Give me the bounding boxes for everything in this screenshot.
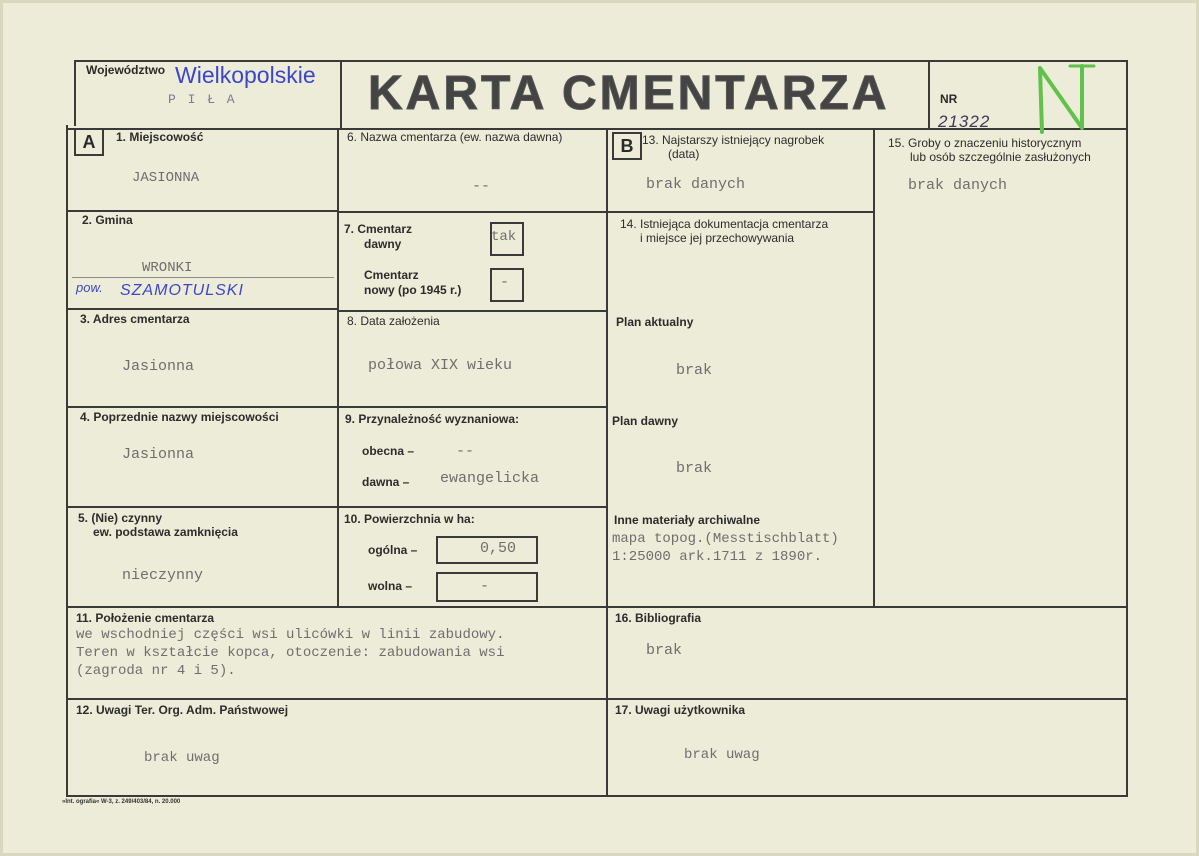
row-line-m2: [337, 310, 608, 312]
col-divider-c: [873, 128, 875, 608]
plan-current-label: Plan aktualny: [616, 315, 694, 329]
f13-value: brak danych: [646, 176, 746, 193]
f7-old-label: dawny: [364, 237, 402, 251]
f8-value: połowa XIX wieku: [368, 357, 513, 374]
f14-label-line2: i miejsce jej przechowywania: [640, 231, 795, 245]
f5-value: nieczynny: [122, 567, 204, 584]
f8-label: 8. Data założenia: [347, 314, 440, 328]
f6-label: 6. Nazwa cmentarza (ew. nazwa dawna): [347, 130, 563, 144]
f10-total-label: ogólna –: [368, 543, 418, 557]
f10-label: 10. Powierzchnia w ha:: [344, 512, 475, 526]
f12-value: brak uwag: [144, 750, 220, 766]
nr-value: 21322: [938, 112, 991, 131]
f7-new-label-line2: nowy (po 1945 r.): [364, 283, 462, 297]
archives-label: Inne materiały archiwalne: [614, 513, 761, 527]
f12-label: 12. Uwagi Ter. Org. Adm. Państwowej: [76, 703, 289, 717]
f10-free-value: -: [480, 578, 490, 595]
f9-current-value: --: [456, 443, 475, 460]
row-line-a1: [66, 210, 338, 212]
f10-total-value: 0,50: [480, 540, 517, 557]
section-b-badge: B: [612, 132, 642, 160]
f9-former-value: ewangelicka: [440, 470, 540, 487]
f11-line2: Teren w kształcie kopca, otoczenie: zabudowania wsi: [76, 645, 505, 661]
f4-value: Jasionna: [122, 446, 195, 463]
f9-label: 9. Przynależność wyznaniowa:: [345, 412, 520, 426]
voivodeship-label: Województwo: [86, 63, 166, 77]
header-divider-2: [928, 60, 930, 130]
f9-current-label: obecna –: [362, 444, 415, 458]
f1-value: JASIONNA: [132, 170, 200, 186]
powiat-prefix: pow.: [76, 280, 103, 295]
f13-label-line1: 13. Najstarszy istniejący nagrobek: [642, 133, 825, 147]
header-divider-1: [340, 60, 342, 130]
plan-current-value: brak: [676, 362, 713, 379]
plan-old-label: Plan dawny: [612, 414, 679, 428]
frame-left-line: [74, 60, 76, 126]
section-a-badge: A: [74, 128, 104, 156]
f7-new-value: -: [500, 274, 510, 291]
f15-value: brak danych: [908, 177, 1008, 194]
powiat-stamp: SZAMOTULSKI: [120, 282, 244, 299]
f2-underline: [72, 277, 334, 278]
f10-free-label: wolna –: [368, 579, 413, 593]
row-line-m3: [337, 406, 608, 408]
row-line-a3: [66, 406, 338, 408]
f5-label-line2: ew. podstawa zamknięcia: [93, 525, 238, 539]
voivodeship-stamp: Wielkopolskie: [175, 62, 316, 88]
f17-label: 17. Uwagi użytkownika: [615, 703, 746, 717]
row-line-12: [66, 698, 1128, 700]
col-divider-a: [337, 128, 339, 608]
row-line-m4: [337, 506, 608, 508]
f15-label-line2: lub osób szczególnie zasłużonych: [910, 150, 1091, 164]
archives-line2: 1:25000 ark.1711 z 1890r.: [612, 549, 823, 565]
f3-label: 3. Adres cmentarza: [80, 312, 190, 326]
row-line-11: [66, 606, 1128, 608]
f16-value: brak: [646, 642, 683, 659]
f14-label-line1: 14. Istniejąca dokumentacja cmentarza: [620, 217, 829, 231]
plan-old-value: brak: [676, 460, 713, 477]
f6-value: --: [472, 178, 491, 195]
f9-former-label: dawna –: [362, 475, 410, 489]
print-note: »Int. ografia« W-3, z. 249/403/84, n. 20.000: [62, 799, 181, 805]
category-mark-n: [1030, 62, 1100, 138]
card-title: KARTA CMENTARZA: [368, 67, 890, 120]
f5-label-line1: 5. (Nie) czynny: [78, 511, 163, 525]
f3-value: Jasionna: [122, 358, 195, 375]
f17-value: brak uwag: [684, 747, 760, 763]
f16-label: 16. Bibliografia: [615, 611, 702, 625]
f2-value: WRONKI: [142, 260, 193, 276]
row-line-a4: [66, 506, 338, 508]
f7-old-value: tak: [491, 229, 517, 245]
f11-line3: (zagroda nr 4 i 5).: [76, 663, 236, 679]
frame-left-line-lower: [66, 125, 68, 797]
frame-right-line: [1126, 60, 1128, 797]
row-line-m1: [337, 211, 608, 213]
f13-label-line2: (data): [668, 147, 700, 161]
col-divider-b: [606, 128, 608, 796]
city-stamp: P I Ł A: [168, 92, 237, 107]
row-line-b1: [606, 211, 875, 213]
f11-line1: we wschodniej części wsi ulicówki w linii zabudowy.: [76, 627, 505, 643]
f7-label: 7. Cmentarz: [344, 222, 413, 236]
archives-line1: mapa topog.(Messtischblatt): [612, 531, 839, 547]
f7-new-label-line1: Cmentarz: [364, 268, 419, 282]
f4-label: 4. Poprzednie nazwy miejscowości: [80, 410, 279, 424]
f2-label: 2. Gmina: [82, 213, 133, 227]
f11-label: 11. Położenie cmentarza: [76, 611, 215, 625]
f15-label-line1: 15. Groby o znaczeniu historycznym: [888, 136, 1082, 150]
nr-label: NR: [940, 92, 958, 106]
frame-bottom-line: [66, 795, 1128, 797]
f1-label: 1. Miejscowość: [116, 130, 204, 144]
row-line-a2: [66, 308, 338, 310]
